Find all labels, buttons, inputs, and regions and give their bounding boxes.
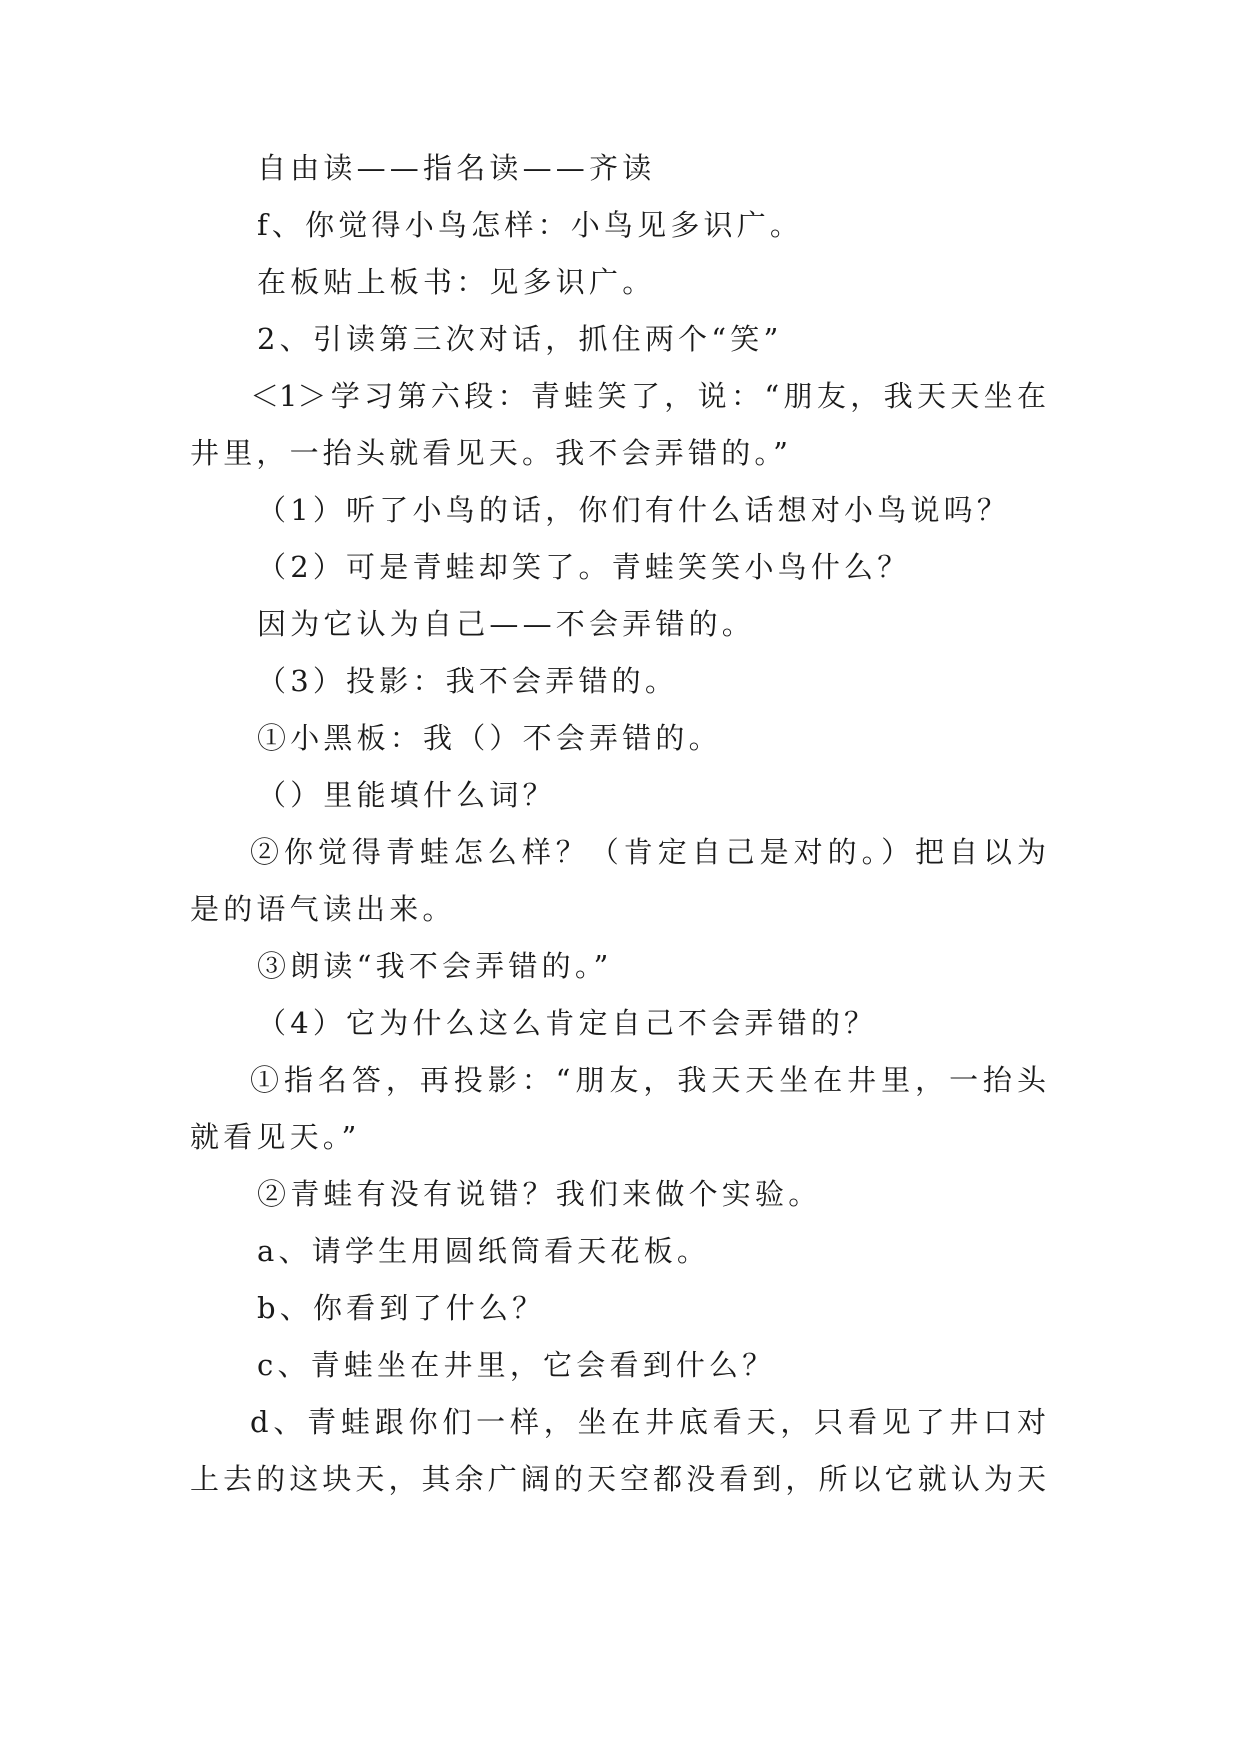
text-line: （3）投影：我不会弄错的。 bbox=[257, 664, 679, 698]
text-line: ②青蛙有没有说错？我们来做个实验。 bbox=[257, 1177, 822, 1211]
text-line: （）里能填什么词？ bbox=[257, 778, 556, 812]
text-line: 2、引读第三次对话，抓住两个“笑” bbox=[257, 322, 783, 356]
text-line: ②你觉得青蛙怎么样？（肯定自己是对的。）把自以为 bbox=[250, 835, 1046, 869]
text-line: 是的语气读出来。 bbox=[190, 892, 456, 926]
text-line: a、请学生用圆纸筒看天花板。 bbox=[257, 1234, 711, 1268]
text-line: （4）它为什么这么肯定自己不会弄错的？ bbox=[257, 1006, 878, 1040]
text-line: b、你看到了什么？ bbox=[257, 1291, 546, 1325]
text-line: 就看见天。” bbox=[190, 1120, 361, 1154]
text-line: 自由读——指名读——齐读 bbox=[257, 151, 656, 185]
text-line: ①小黑板：我（）不会弄错的。 bbox=[257, 721, 722, 755]
text-line: 上去的这块天，其余广阔的天空都没看到，所以它就认为天 bbox=[190, 1462, 1046, 1496]
text-line: ③朗读“我不会弄错的。” bbox=[257, 949, 613, 983]
text-line: 因为它认为自己——不会弄错的。 bbox=[257, 607, 756, 641]
text-line: （1）听了小鸟的话，你们有什么话想对小鸟说吗？ bbox=[257, 493, 1011, 527]
text-line: f、你觉得小鸟怎样：小鸟见多识广。 bbox=[257, 208, 804, 242]
text-line: 在板贴上板书：见多识广。 bbox=[257, 265, 656, 299]
text-line: d、青蛙跟你们一样，坐在井底看天，只看见了井口对 bbox=[250, 1405, 1046, 1439]
text-line: ＜1＞学习第六段：青蛙笑了，说：“朋友，我天天坐在 bbox=[250, 379, 1046, 413]
text-line: 井里，一抬头就看见天。我不会弄错的。” bbox=[190, 436, 793, 470]
text-line: c、青蛙坐在井里，它会看到什么？ bbox=[257, 1348, 776, 1382]
text-line: （2）可是青蛙却笑了。青蛙笑笑小鸟什么？ bbox=[257, 550, 911, 584]
text-line: ①指名答，再投影：“朋友，我天天坐在井里，一抬头 bbox=[250, 1063, 1046, 1097]
